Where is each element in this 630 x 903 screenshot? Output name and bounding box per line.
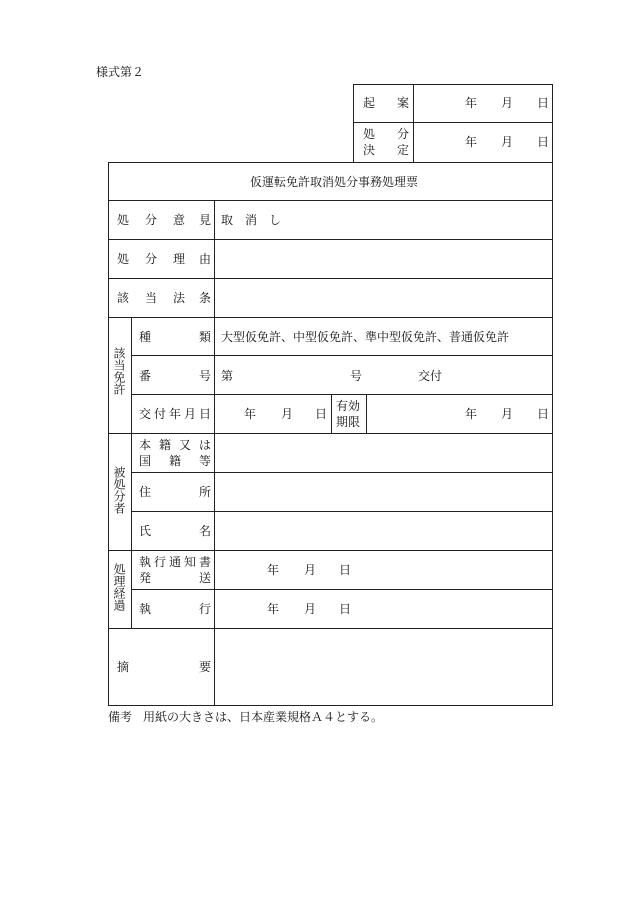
form-title: 仮運転免許取消処分事務処理票 xyxy=(250,175,419,189)
shori-keika-group-label: 処理経過 xyxy=(112,563,126,611)
gaitou-menkyo-group-label: 該当免許 xyxy=(112,347,126,395)
footer-note-text: 用紙の大きさは、日本産業規格Ａ４とする。 xyxy=(143,710,384,724)
shurui-value[interactable]: 大型仮免許、中型仮免許、準中型仮免許、普通仮免許 xyxy=(221,330,510,344)
shobun-iken-value[interactable]: 取 消 し xyxy=(221,213,282,227)
form-number: 様式第２ xyxy=(96,65,145,79)
footer-note-label: 備考 xyxy=(108,710,133,724)
hi-shobunsha-group-label: 被処分者 xyxy=(112,466,126,514)
